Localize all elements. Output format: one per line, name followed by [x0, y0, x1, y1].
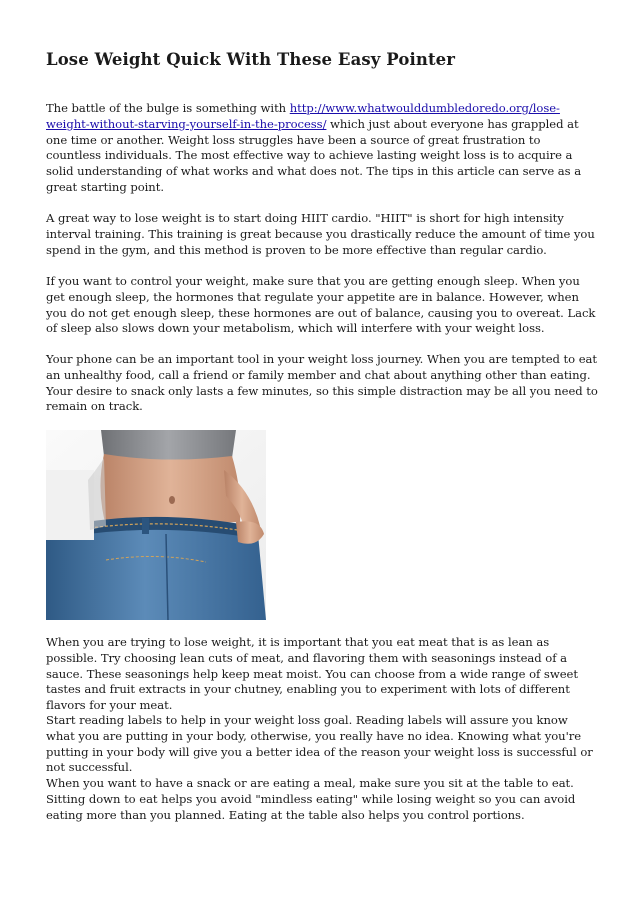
paragraph-hiit: A great way to lose weight is to start doing HIIT cardio. "HIIT" is short for high intensity interval training. This training is great because you drastically reduce the amount of time you spend in the gym, and this method is proven to be more effective than regular cardio.	[46, 211, 595, 257]
paragraph-phone: Your phone can be an important tool in your weight loss journey. When you are tempted to eat an unhealthy food, call a friend or family member and chat about anything other than eating. Your desire to snack only lasts a few minutes, so this simple distraction may be all you need to remain on track.	[46, 352, 598, 414]
paragraph-labels: Start reading labels to help in your weight loss goal. Reading labels will assure you know what you are putting in your body, otherwise, you really have no idea. Knowing what you're putting in your body will give you a better idea of the reason your weight loss is successful or not successful.	[46, 713, 593, 775]
intro-paragraph	[46, 101, 598, 196]
page-title: Lose Weight Quick With These Easy Pointer	[46, 50, 456, 69]
paragraph-sleep: If you want to control your weight, make sure that you are getting enough sleep. When you get enough sleep, the hormones that regulate your appetite are in balance. However, when you do not get enough sleep, these hormones are out of balance, causing you to overeat. Lack of sleep also slows down your metabolism, which will interfere with your weight loss.	[46, 274, 596, 336]
waist-jeans-illustration	[46, 430, 266, 620]
weight-loss-photo	[46, 430, 266, 620]
paragraph-table: When you want to have a snack or are eating a meal, make sure you sit at the table to eat. Sitting down to eat helps you avoid "mindless eating" while losing weight so you can avoid eating more than you planned. Eating at the table also helps you control portions.	[46, 776, 576, 822]
intro-text-after: which just about everyone has grappled at one time or another. Weight loss struggles have been a source of great frustration to countless individuals. The most effective way to achieve lasting weight loss is to acquire a solid understanding of what works and what does not. The tips in this article can serve as a great starting point.	[46, 116, 582, 194]
intro-text-before: The battle of the bulge is something with	[46, 101, 290, 115]
paragraph-lean-meat: When you are trying to lose weight, it is important that you eat meat that is as lean as possible. Try choosing lean cuts of meat, and flavoring them with seasonings instead of a sauce. These seasonings help keep meat moist. You can choose from a wide range of sweet tastes and fruit extracts in your chutney, enabling you to experiment with lots of different flavors for your meat.	[46, 635, 578, 713]
intro-link[interactable]: http://www.whatwoulddumbledoredo.org/lose-weight-without-starving-yourself-in-the-process/	[46, 101, 560, 131]
